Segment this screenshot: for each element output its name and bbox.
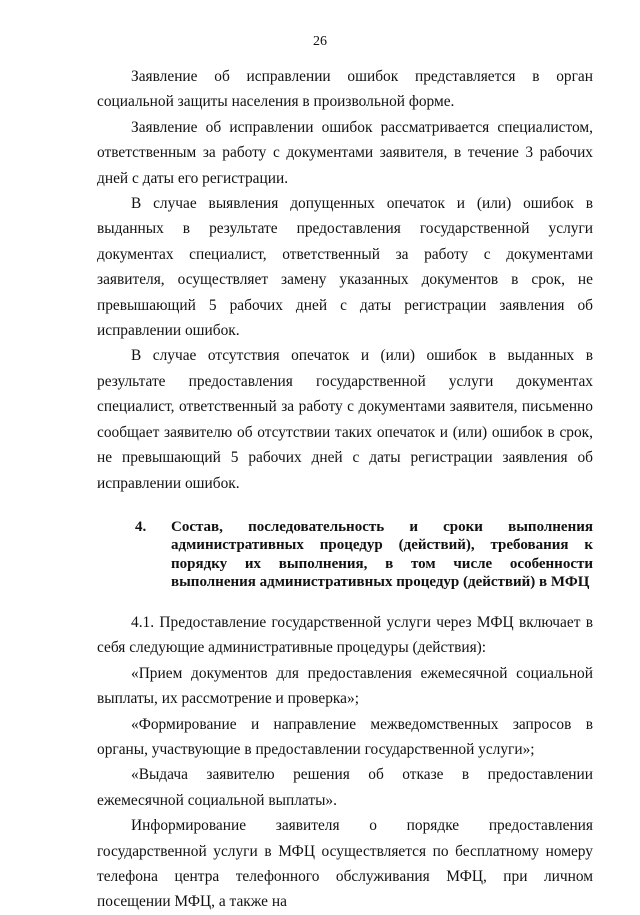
paragraph: Заявление об исправлении ошибок представляется в орган социальной защиты населения в произвольной форме.	[97, 68, 593, 111]
list-item: «Прием документов для предоставления ежемесячной социальной выплаты, их рассмотрение и проверка»;	[97, 664, 593, 708]
section-title: Состав, последовательность и сроки выполнения административных процедур (действий), требования к порядку их выполнения, в том числе особенности выполнения административных процедур (действий) в МФЦ	[171, 518, 593, 591]
paragraph: Информирование заявителя о порядке предоставления государственной услуги в МФЦ осуществляется по бесплатному номеру телефона центра телефонного обслуживания МФЦ, при личном посещении МФЦ, а также на	[97, 817, 593, 911]
list-item: «Формирование и направление межведомственных запросов в органы, участвующие в предоставлении государственной услуги»;	[97, 715, 593, 758]
list-item: «Выдача заявителю решения об отказе в предоставлении ежемесячной социальной выплаты».	[97, 766, 593, 809]
section-heading	[97, 518, 593, 592]
paragraph: Заявление об исправлении ошибок рассматривается специалистом, ответственным за работу с документами заявителя, в течение 3 рабочих дней с даты его регистрации.	[97, 118, 593, 187]
page-number: 26	[313, 34, 327, 49]
paragraph: В случае выявления допущенных опечаток и (или) ошибок в выданных в результате предоставления государственной услуги документах специалист, ответственный за работу с документами заявителя, осуществляет замену указанных документов в срок, не превышающий 5 рабочих дней с даты регистрации заявления об исправлении ошибок.	[97, 195, 593, 340]
paragraph: 4.1. Предоставление государственной услуги через МФЦ включает в себя следующие административные процедуры (действия):	[97, 613, 593, 657]
document-body	[97, 64, 593, 915]
section-number: 4.	[135, 518, 147, 535]
paragraph: В случае отсутствия опечаток и (или) ошибок в выданных в результате предоставления государственной услуги документах специалист, ответственный за работу с документами заявителя, письменно сообщает заявителю об отсутствии таких опечаток и (или) ошибок в срок, не превышающий 5 рабочих дней с даты регистрации заявления об исправлении ошибок.	[97, 347, 593, 492]
